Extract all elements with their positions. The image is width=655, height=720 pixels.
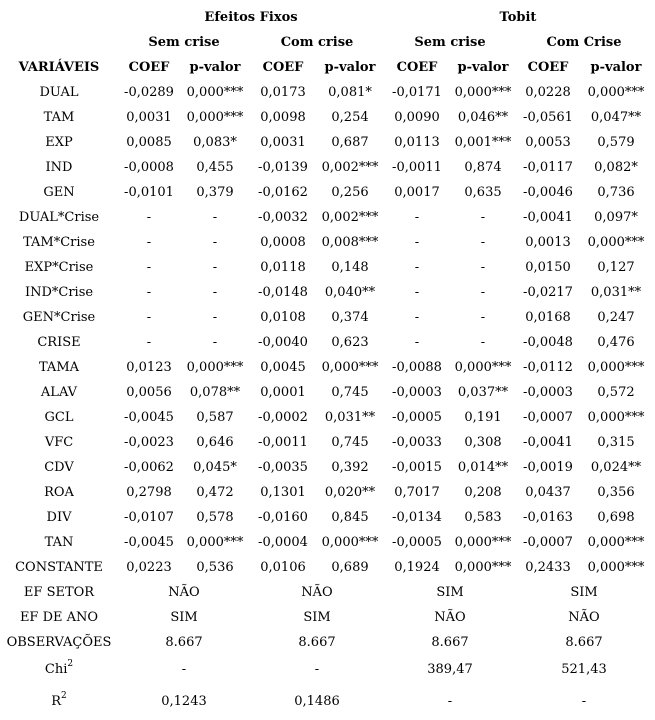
row-label: EF SETOR (23, 585, 95, 600)
table-cell: 0,745 (331, 435, 369, 450)
table-cell: 0,001*** (454, 135, 512, 150)
table-cell: 0,0045 (260, 360, 306, 375)
table-cell: 0,097* (594, 210, 638, 225)
table-cell: -0,0163 (523, 510, 573, 525)
table-cell: -0,0035 (258, 460, 308, 475)
table-cell: - (414, 260, 420, 275)
table-cell: - (480, 335, 486, 350)
sub-header-2: Com crise (280, 35, 354, 50)
table-cell: 0,040** (324, 285, 376, 300)
table-row (0, 555, 655, 580)
row-label: OBSERVAÇÕES (6, 635, 112, 650)
table-cell: -0,0015 (392, 460, 442, 475)
row-label: TAMA (38, 360, 80, 375)
table-cell: -0,0002 (258, 410, 308, 425)
row-label: EF DE ANO (19, 610, 99, 625)
table-cell: -0,0117 (523, 160, 573, 175)
table-cell: -0,0007 (523, 535, 573, 550)
table-row (0, 305, 655, 330)
table-cell: - (414, 235, 420, 250)
table-cell: 0,635 (464, 185, 502, 200)
table-cell: 0,000*** (454, 535, 512, 550)
table-cell: 0,0053 (525, 135, 571, 150)
table-cell: 0,000*** (186, 360, 244, 375)
table-cell: 0,476 (597, 335, 635, 350)
table-cell: 0,127 (597, 260, 635, 275)
table-cell: 0,7017 (394, 485, 440, 500)
table-row (0, 180, 655, 205)
table-cell: 0,083* (193, 135, 237, 150)
table-cell: - (581, 694, 587, 709)
table-cell: -0,0171 (392, 85, 442, 100)
table-row (0, 355, 655, 380)
table-cell: NÃO (434, 610, 466, 625)
table-cell: -0,0162 (258, 185, 308, 200)
table-cell: -0,0041 (523, 210, 573, 225)
table-cell: 0,037** (457, 385, 509, 400)
table-cell: -0,0019 (523, 460, 573, 475)
table-cell: 0,0106 (260, 560, 306, 575)
row-label: DUAL (39, 85, 79, 100)
header-col-row (0, 55, 655, 80)
table-cell: 8.667 (431, 635, 469, 650)
table-cell: - (480, 235, 486, 250)
table-cell: 8.667 (165, 635, 203, 650)
table-cell: -0,0041 (523, 435, 573, 450)
table-cell: 0,0056 (126, 385, 172, 400)
row-label: CDV (44, 460, 74, 475)
table-cell: SIM (303, 610, 331, 625)
table-cell: 0,045* (193, 460, 237, 475)
table-cell: 0,000*** (454, 560, 512, 575)
table-cell: 0,0085 (126, 135, 172, 150)
table-cell: - (414, 310, 420, 325)
table-row (0, 130, 655, 155)
row-label: CONSTANTE (15, 560, 103, 575)
table-cell: 0,736 (597, 185, 635, 200)
table-cell: 0,1243 (161, 694, 207, 709)
table-cell: SIM (436, 585, 464, 600)
table-cell: - (414, 210, 420, 225)
table-cell: 0,000*** (186, 535, 244, 550)
table-row (0, 530, 655, 555)
footer-row (0, 605, 655, 630)
table-cell: -0,0112 (523, 360, 573, 375)
table-row (0, 230, 655, 255)
table-cell: -0,0005 (392, 535, 442, 550)
row-label: GEN*Crise (22, 310, 96, 325)
table-cell: 0,078** (189, 385, 241, 400)
table-cell: 0,081* (328, 85, 372, 100)
table-cell: -0,0011 (258, 435, 308, 450)
table-cell: - (414, 335, 420, 350)
col-header-coef: COEF (128, 60, 170, 75)
table-cell: 0,254 (331, 110, 369, 125)
table-row (0, 105, 655, 130)
table-cell: 0,0031 (260, 135, 306, 150)
r2-row (0, 689, 655, 714)
table-cell: 0,000*** (454, 360, 512, 375)
table-cell: - (181, 662, 187, 677)
col-header-pvalor: p-valor (590, 60, 642, 75)
table-cell: - (212, 260, 218, 275)
row-label: DIV (46, 510, 72, 525)
table-cell: -0,0046 (523, 185, 573, 200)
table-cell: 0,583 (464, 510, 502, 525)
table-cell: - (480, 310, 486, 325)
table-cell: 0,1924 (394, 560, 440, 575)
table-cell: 0,623 (331, 335, 369, 350)
table-cell: -0,0134 (392, 510, 442, 525)
table-cell: 0,579 (597, 135, 635, 150)
col-header-pvalor: p-valor (189, 60, 241, 75)
row-label: CRISE (37, 335, 81, 350)
table-cell: 0,572 (597, 385, 635, 400)
table-cell: -0,0023 (124, 435, 174, 450)
table-cell: 0,392 (331, 460, 369, 475)
group-header-efeitos-fixos: Efeitos Fixos (204, 10, 298, 25)
table-cell: 0,646 (196, 435, 234, 450)
table-cell: 0,000*** (186, 110, 244, 125)
row-label: EXP (45, 135, 73, 150)
table-cell: -0,0004 (258, 535, 308, 550)
table-cell: -0,0003 (523, 385, 573, 400)
table-cell: 0,000*** (186, 85, 244, 100)
table-cell: 0,002*** (321, 210, 379, 225)
header-group-row (0, 5, 655, 30)
table-cell: 0,0223 (126, 560, 172, 575)
table-cell: -0,0101 (124, 185, 174, 200)
row-label: Chi$^2$ (44, 658, 74, 677)
table-cell: 0,082* (594, 160, 638, 175)
table-row (0, 380, 655, 405)
table-row (0, 505, 655, 530)
row-label: VFC (44, 435, 74, 450)
table-cell: 0,689 (331, 560, 369, 575)
table-cell: 8.667 (298, 635, 336, 650)
table-row (0, 330, 655, 355)
table-cell: -0,0040 (258, 335, 308, 350)
row-label: ROA (44, 485, 74, 500)
table-cell: NÃO (301, 585, 333, 600)
table-cell: 8.667 (565, 635, 603, 650)
table-cell: 0,0150 (525, 260, 571, 275)
table-cell: 0,315 (597, 435, 635, 450)
table-cell: -0,0107 (124, 510, 174, 525)
table-row (0, 480, 655, 505)
header-sub-row (0, 30, 655, 55)
table-cell: 0,002*** (321, 160, 379, 175)
table-cell: 0,000*** (587, 85, 645, 100)
row-label: IND (45, 160, 73, 175)
table-row (0, 405, 655, 430)
table-cell: - (212, 210, 218, 225)
table-cell: -0,0160 (258, 510, 308, 525)
group-header-tobit: Tobit (499, 10, 537, 25)
table-cell: 0,578 (196, 510, 234, 525)
table-cell: -0,0289 (124, 85, 174, 100)
table-cell: - (146, 235, 152, 250)
row-label: TAM*Crise (23, 235, 95, 250)
table-cell: 0,014** (457, 460, 509, 475)
table-cell: -0,0561 (523, 110, 573, 125)
table-cell: SIM (570, 585, 598, 600)
table-cell: - (146, 335, 152, 350)
table-cell: -0,0045 (124, 535, 174, 550)
table-cell: 0,247 (597, 310, 635, 325)
table-cell: -0,0005 (392, 410, 442, 425)
table-cell: - (146, 210, 152, 225)
table-cell: 0,536 (196, 560, 234, 575)
table-cell: 0,1486 (294, 694, 340, 709)
table-cell: 0,874 (464, 160, 502, 175)
table-row (0, 205, 655, 230)
table-cell: - (414, 285, 420, 300)
table-cell: NÃO (168, 585, 200, 600)
table-row (0, 80, 655, 105)
table-cell: 0,0123 (126, 360, 172, 375)
table-cell: 521,43 (561, 662, 607, 677)
chi2-row (0, 657, 655, 682)
table-cell: 0,256 (331, 185, 369, 200)
table-cell: 0,0118 (260, 260, 306, 275)
table-row (0, 455, 655, 480)
col-header-coef: COEF (396, 60, 438, 75)
table-cell: SIM (170, 610, 198, 625)
table-cell: - (212, 285, 218, 300)
table-row (0, 155, 655, 180)
table-cell: 0,587 (196, 410, 234, 425)
variables-header: VARIÁVEIS (18, 60, 100, 75)
table-cell: -0,0008 (124, 160, 174, 175)
row-label: $R^2$ (51, 690, 67, 709)
sub-header-3: Sem crise (414, 35, 486, 50)
table-cell: -0,0062 (124, 460, 174, 475)
table-cell: 0,020** (324, 485, 376, 500)
col-header-pvalor: p-valor (324, 60, 376, 75)
table-row (0, 430, 655, 455)
table-cell: 0,191 (464, 410, 502, 425)
table-cell: 0,046** (457, 110, 509, 125)
table-cell: 0,0013 (525, 235, 571, 250)
table-cell: 0,308 (464, 435, 502, 450)
table-cell: 0,0173 (260, 85, 306, 100)
table-cell: 0,455 (196, 160, 234, 175)
table-cell: 0,0168 (525, 310, 571, 325)
table-cell: 0,000*** (587, 560, 645, 575)
table-cell: 0,2798 (126, 485, 172, 500)
table-cell: 0,698 (597, 510, 635, 525)
table-cell: - (212, 335, 218, 350)
table-cell: -0,0148 (258, 285, 308, 300)
table-cell: -0,0033 (392, 435, 442, 450)
table-cell: -0,0032 (258, 210, 308, 225)
table-cell: 0,031** (324, 410, 376, 425)
table-cell: 0,745 (331, 385, 369, 400)
table-cell: 0,0228 (525, 85, 571, 100)
table-cell: 0,0098 (260, 110, 306, 125)
row-label: EXP*Crise (24, 260, 94, 275)
table-cell: 0,000*** (587, 410, 645, 425)
table-cell: -0,0088 (392, 360, 442, 375)
table-cell: 0,0017 (394, 185, 440, 200)
table-cell: NÃO (568, 610, 600, 625)
table-cell: -0,0048 (523, 335, 573, 350)
table-cell: 0,0001 (260, 385, 306, 400)
table-cell: 0,148 (331, 260, 369, 275)
col-header-coef: COEF (527, 60, 569, 75)
row-label: IND*Crise (24, 285, 94, 300)
table-cell: - (480, 210, 486, 225)
table-cell: 0,0090 (394, 110, 440, 125)
table-cell: - (480, 285, 486, 300)
footer-row (0, 630, 655, 655)
table-cell: -0,0139 (258, 160, 308, 175)
table-cell: 0,208 (464, 485, 502, 500)
table-cell: 0,0031 (126, 110, 172, 125)
table-cell: 0,000*** (321, 535, 379, 550)
table-cell: 0,0008 (260, 235, 306, 250)
table-cell: - (146, 285, 152, 300)
table-cell: 0,000*** (587, 235, 645, 250)
table-cell: -0,0011 (392, 160, 442, 175)
sub-header-1: Sem crise (148, 35, 220, 50)
table-cell: 0,472 (196, 485, 234, 500)
table-cell: 0,000*** (321, 360, 379, 375)
table-cell: 0,0108 (260, 310, 306, 325)
table-cell: 0,008*** (321, 235, 379, 250)
table-cell: 0,047** (590, 110, 642, 125)
row-label: TAN (44, 535, 74, 550)
row-label: GCL (44, 410, 74, 425)
table-cell: 389,47 (427, 662, 473, 677)
col-header-coef: COEF (262, 60, 304, 75)
table-cell: 0,379 (196, 185, 234, 200)
table-cell: 0,687 (331, 135, 369, 150)
table-cell: 0,000*** (587, 535, 645, 550)
table-cell: -0,0003 (392, 385, 442, 400)
table-cell: 0,000*** (587, 360, 645, 375)
table-cell: - (212, 310, 218, 325)
table-cell: - (146, 310, 152, 325)
table-cell: - (480, 260, 486, 275)
table-cell: 0,031** (590, 285, 642, 300)
row-label: DUAL*Crise (18, 210, 100, 225)
footer-row (0, 580, 655, 605)
table-cell: -0,0007 (523, 410, 573, 425)
table-cell: 0,2433 (525, 560, 571, 575)
table-cell: 0,356 (597, 485, 635, 500)
table-cell: 0,0113 (394, 135, 440, 150)
col-header-pvalor: p-valor (457, 60, 509, 75)
table-cell: -0,0045 (124, 410, 174, 425)
table-cell: 0,000*** (454, 85, 512, 100)
row-label: GEN (43, 185, 75, 200)
table-row (0, 280, 655, 305)
table-cell: 0,845 (331, 510, 369, 525)
table-row (0, 255, 655, 280)
table-cell: - (314, 662, 320, 677)
table-cell: - (212, 235, 218, 250)
row-label: ALAV (40, 385, 78, 400)
table-cell: 0,374 (331, 310, 369, 325)
table-cell: - (146, 260, 152, 275)
table-cell: 0,0437 (525, 485, 571, 500)
table-cell: - (447, 694, 453, 709)
row-label: TAM (43, 110, 75, 125)
table-cell: 0,024** (590, 460, 642, 475)
table-cell: -0,0217 (523, 285, 573, 300)
table-cell: 0,1301 (260, 485, 306, 500)
sub-header-4: Com Crise (546, 35, 622, 50)
